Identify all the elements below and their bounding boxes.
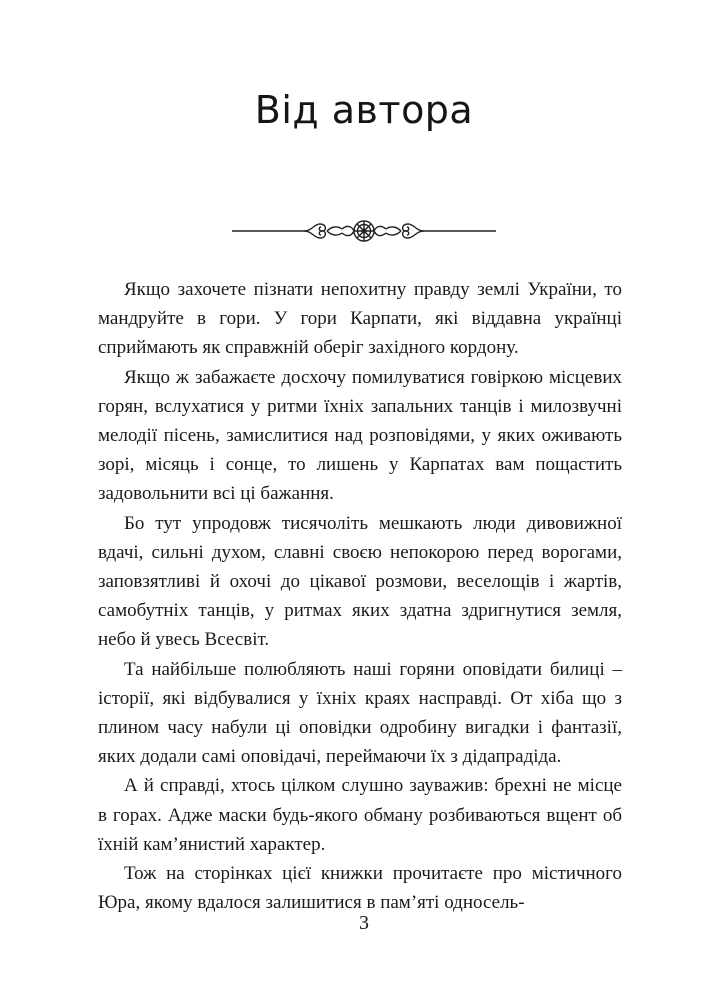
- page-number: 3: [359, 912, 369, 934]
- paragraph: Тож на сторінках цієї книжки прочитаєте про містичного Юра, якому вдалося залишитися в пам’яті односель-: [98, 863, 622, 914]
- page-title: Від автора: [254, 88, 474, 132]
- main-text: [98, 275, 622, 917]
- paragraph: Якщо захочете пізнати непохитну правду землі України, то мандруйте в гори. У гори Карпати, які віддавна українці сприймають як справжній оберіг західного кордону.: [98, 279, 622, 359]
- paragraph: Та найбільше полюбляють наші горяни оповідати билиці – історії, які відбувалися у їхніх краях насправді. От хіба що з плином часу набули ці оповідки одробину вигадки і фантазії, яких додали самі оповідачі, переймаючи їх з дідапрадіда.: [98, 658, 622, 768]
- paragraph: Бо тут упродовж тисячоліть мешкають люди дивовижної вдачі, сильні духом, славні своєю непокорою перед ворогами, заповзятливі й охочі до цікавої розмови, веселощів і жартів, самобутніх танців, у ритмах яких здатна здригнутися земля, небо й увесь Всесвіт.: [98, 512, 622, 651]
- decorative-divider-icon: [228, 218, 500, 244]
- paragraph: Якщо ж забажаєте досхочу помилуватися говіркою місцевих горян, вслухатися у ритми їхніх запальних танців і милозвучні мелодії пісень, замислитися над розповідями, у яких оживають зорі, місяць і сонце, то лишень у Карпатах вам пощастить задовольнити всі ці бажання.: [98, 366, 622, 505]
- paragraph: А й справді, хтось цілком слушно зауважив: брехні не місце в горах. Адже маски будь-якого обману розбиваються вщент об їхній кам’янистий характер.: [98, 775, 622, 855]
